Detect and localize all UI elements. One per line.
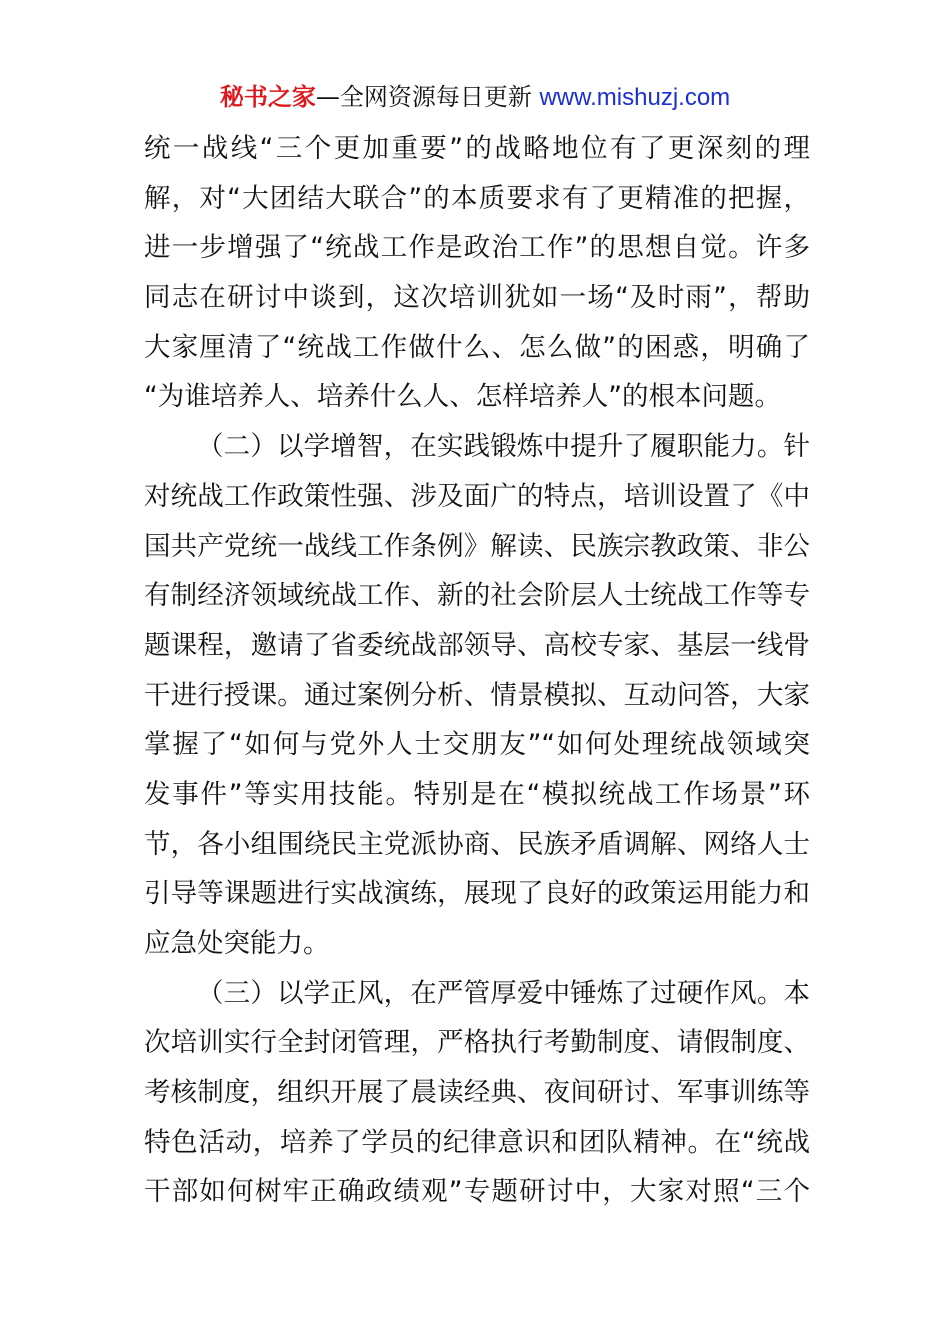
text-line: 节，各小组围绕民主党派协商、民族矛盾调解、网络人士 [144, 828, 810, 860]
text-line: 题课程，邀请了省委统战部领导、高校专家、基层一线骨 [144, 629, 810, 661]
text-line: 大家厘清了“统战工作做什么、怎么做”的困惑，明确了 [144, 331, 810, 363]
text-line: 发事件”等实用技能。特别是在“模拟统战工作场景”环 [144, 778, 810, 810]
text-line: 考核制度，组织开展了晨读经典、夜间研讨、军事训练等 [144, 1077, 810, 1109]
text-line: 有制经济领域统战工作、新的社会阶层人士统战工作等专 [144, 580, 810, 612]
site-header [0, 80, 950, 115]
text-line: 次培训实行全封闭管理，严格执行考勤制度、请假制度、 [144, 1027, 810, 1059]
text-line: 统一战线“三个更加重要”的战略地位有了更深刻的理 [144, 133, 810, 164]
text-line: 同志在研讨中谈到，这次培训犹如一场“及时雨”，帮助 [144, 282, 810, 314]
text-line: 掌握了“如何与党外人士交朋友”“如何处理统战领域突 [144, 729, 810, 761]
site-brand: 秘书之家 [219, 83, 316, 111]
site-slogan: —全网资源每日更新 [315, 83, 532, 111]
site-url[interactable]: www.mishuzj.com [539, 84, 731, 111]
text-line: 干进行授课。通过案例分析、情景模拟、互动问答，大家 [144, 679, 810, 711]
text-line: 国共产党统一战线工作条例》解读、民族宗教政策、非公 [144, 530, 810, 562]
paragraph-start-line: （三）以学正风，在严管厚爱中锤炼了过硬作风。本 [197, 977, 810, 1009]
text-line: 进一步增强了“统战工作是政治工作”的思想自觉。许多 [144, 232, 810, 264]
text-line: 对统战工作政策性强、涉及面广的特点，培训设置了《中 [144, 480, 810, 512]
document-body [144, 124, 810, 1217]
paragraph-start-line: （二）以学增智，在实践锻炼中提升了履职能力。针 [197, 431, 810, 463]
text-line: 引导等课题进行实战演练，展现了良好的政策运用能力和 [144, 878, 810, 910]
text-line: 解，对“大团结大联合”的本质要求有了更精准的把握， [144, 182, 810, 214]
text-line: 应急处突能力。 [144, 928, 330, 959]
text-line: 特色活动，培养了学员的纪律意识和团队精神。在“统战 [144, 1126, 810, 1158]
text-line: “为谁培养人、培养什么人、怎样培养人”的根本问题。 [144, 381, 781, 413]
text-line: 干部如何树牢正确政绩观”专题研讨中，大家对照“三个 [144, 1176, 810, 1208]
